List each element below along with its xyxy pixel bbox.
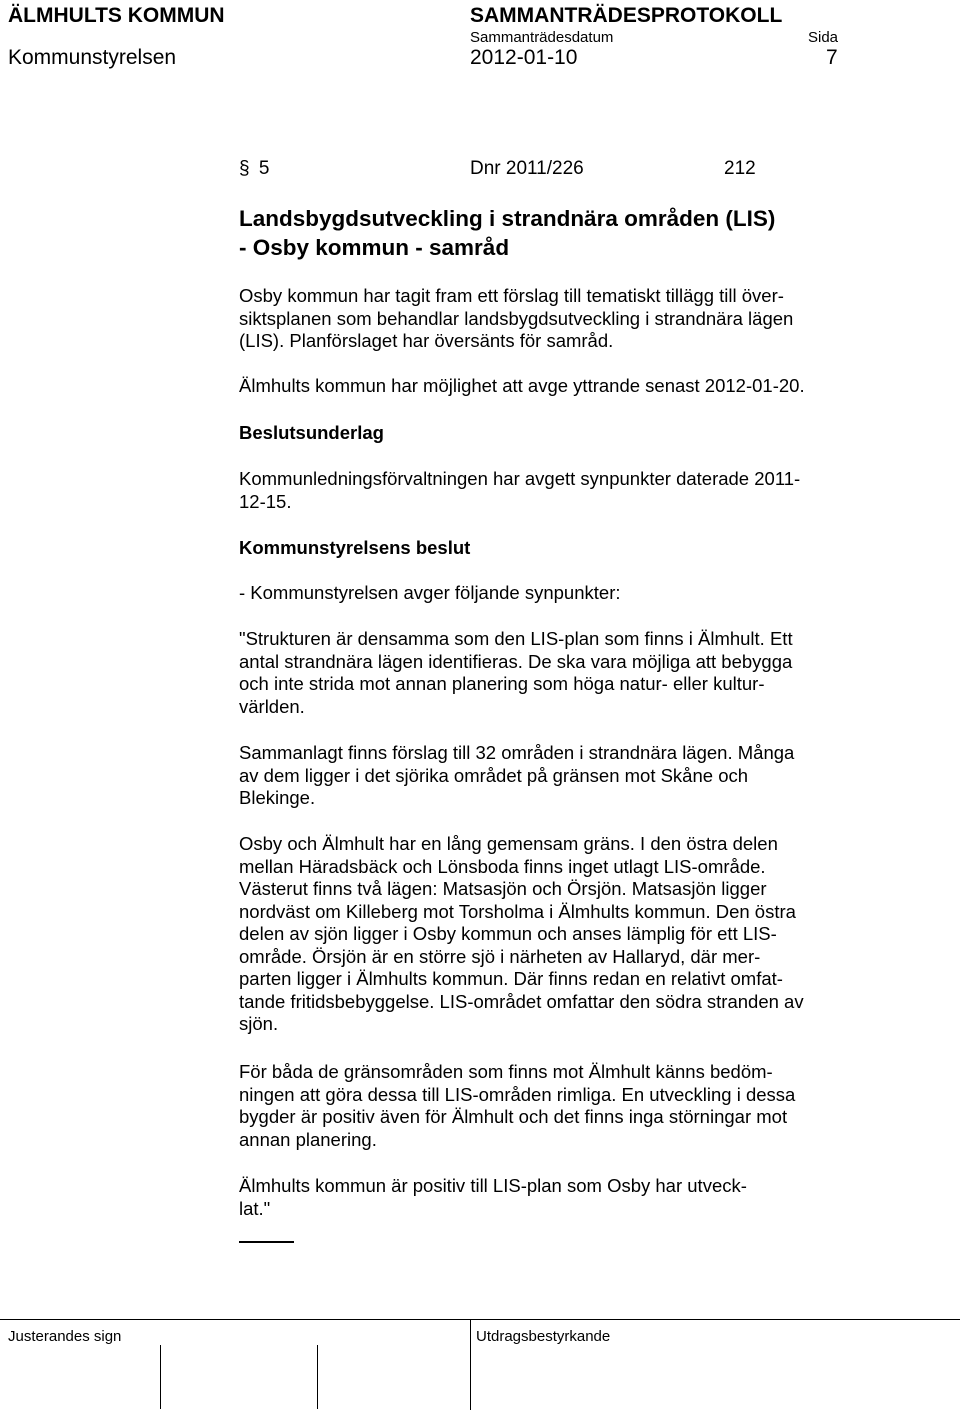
meeting-date: 2012-01-10 bbox=[470, 46, 578, 69]
quote-line: delen av sjön ligger i Osby kommun och anses lämplig för ett LIS- bbox=[239, 923, 777, 944]
document-title-line-1: Landsbygdsutveckling i strandnära områden (LIS) bbox=[239, 206, 776, 231]
quote-line: Älmhults kommun är positiv till LIS-plan som Osby har utveck- bbox=[239, 1175, 747, 1196]
document-type: SAMMANTRÄDESPROTOKOLL bbox=[470, 4, 783, 27]
intro-line: Osby kommun har tagit fram ett förslag till tematiskt tillägg till över- bbox=[239, 285, 784, 306]
signature-divider bbox=[160, 1345, 161, 1409]
page-number: 7 bbox=[826, 46, 838, 69]
quote-paragraph-1 bbox=[239, 628, 849, 718]
committee-name: Kommunstyrelsen bbox=[8, 46, 177, 69]
quote-line: världen. bbox=[239, 695, 305, 717]
quote-line: Osby och Älmhult har en lång gemensam gräns. I den östra delen bbox=[239, 833, 778, 854]
quote-line: tande fritidsbebyggelse. LIS-området omfattar den södra stranden av bbox=[239, 990, 804, 1012]
quote-line: lat." bbox=[239, 1197, 271, 1219]
extract-certification-label: Utdragsbestyrkande bbox=[476, 1328, 611, 1345]
signature-divider bbox=[317, 1345, 318, 1409]
quote-line: "Strukturen är densamma som den LIS-plan som finns i Älmhult. Ett bbox=[239, 628, 793, 649]
quote-line: sjön. bbox=[239, 1013, 279, 1034]
quote-paragraph-3 bbox=[239, 833, 849, 1036]
quote-paragraph-5 bbox=[239, 1175, 849, 1220]
quote-line: Blekinge. bbox=[239, 787, 316, 808]
quote-line: bygder är positiv även för Älmhult och det finns inga störningar mot bbox=[239, 1106, 788, 1127]
beslutsunderlag-line: 12-15. bbox=[239, 490, 292, 512]
adjuster-signature-label: Justerandes sign bbox=[8, 1328, 122, 1345]
beslutsunderlag-paragraph bbox=[239, 468, 849, 513]
intro-line: (LIS). Planförslaget har översänts för samråd. bbox=[239, 330, 614, 351]
beslut-intro bbox=[239, 582, 849, 605]
quote-line: område. Örsjön är en större sjö i närheten av Hallaryd, där mer- bbox=[239, 945, 761, 967]
quote-line: annan planering. bbox=[239, 1128, 377, 1150]
organization-name: ÄLMHULTS KOMMUN bbox=[8, 4, 225, 27]
section-number bbox=[239, 158, 269, 180]
end-rule bbox=[239, 1241, 294, 1243]
quote-line: mellan Häradsbäck och Lönsboda finns inget utlagt LIS-område. bbox=[239, 855, 766, 877]
quote-line: antal strandnära lägen identifieras. De ska vara möjliga att bebygga bbox=[239, 650, 793, 672]
quote-line: ningen att göra dessa till LIS-områden rimliga. En utveckling i dessa bbox=[239, 1083, 796, 1105]
section-reference: 212 bbox=[724, 158, 756, 179]
intro-paragraph bbox=[239, 285, 849, 353]
quote-line: För båda de gränsområden som finns mot Älmhult känns bedöm- bbox=[239, 1061, 773, 1082]
document-title-line-2: - Osby kommun - samråd bbox=[239, 235, 510, 260]
quote-line: nordväst om Killeberg mot Torsholma i Älmhults kommun. Den östra bbox=[239, 900, 796, 922]
beslutsunderlag-heading: Beslutsunderlag bbox=[239, 422, 384, 443]
quote-line: Sammanlagt finns förslag till 32 områden i strandnära lägen. Många bbox=[239, 742, 795, 763]
deadline-text: Älmhults kommun har möjlighet att avge yttrande senast 2012-01-20. bbox=[239, 375, 805, 396]
quote-line: och inte strida mot annan planering som höga natur- eller kultur- bbox=[239, 673, 765, 694]
beslut-intro-text: - Kommunstyrelsen avger följande synpunkter: bbox=[239, 582, 621, 603]
page-label: Sida bbox=[808, 29, 839, 46]
quote-line: av dem ligger i det sjörika området på gränsen mot Skåne och bbox=[239, 764, 749, 786]
beslutsunderlag-line: Kommunledningsförvaltningen har avgett synpunkter daterade 2011- bbox=[239, 468, 801, 489]
quote-line: Västerut finns två lägen: Matsasjön och Örsjön. Matsasjön ligger bbox=[239, 878, 767, 899]
quote-paragraph-2 bbox=[239, 742, 849, 810]
meeting-date-label: Sammanträdesdatum bbox=[470, 29, 614, 46]
footer-center-divider bbox=[470, 1319, 471, 1410]
quote-paragraph-4 bbox=[239, 1061, 849, 1151]
case-number: Dnr 2011/226 bbox=[470, 158, 584, 179]
section-number-value: 5 bbox=[258, 158, 270, 179]
footer-top-rule bbox=[0, 1319, 960, 1320]
paragraph-mark: § bbox=[239, 158, 250, 179]
intro-line: siktsplanen som behandlar landsbygdsutveckling i strandnära lägen bbox=[239, 307, 794, 329]
deadline-paragraph bbox=[239, 375, 849, 398]
beslut-heading: Kommunstyrelsens beslut bbox=[239, 537, 471, 558]
quote-line: parten ligger i Älmhults kommun. Där finns redan en relativt omfat- bbox=[239, 968, 783, 989]
